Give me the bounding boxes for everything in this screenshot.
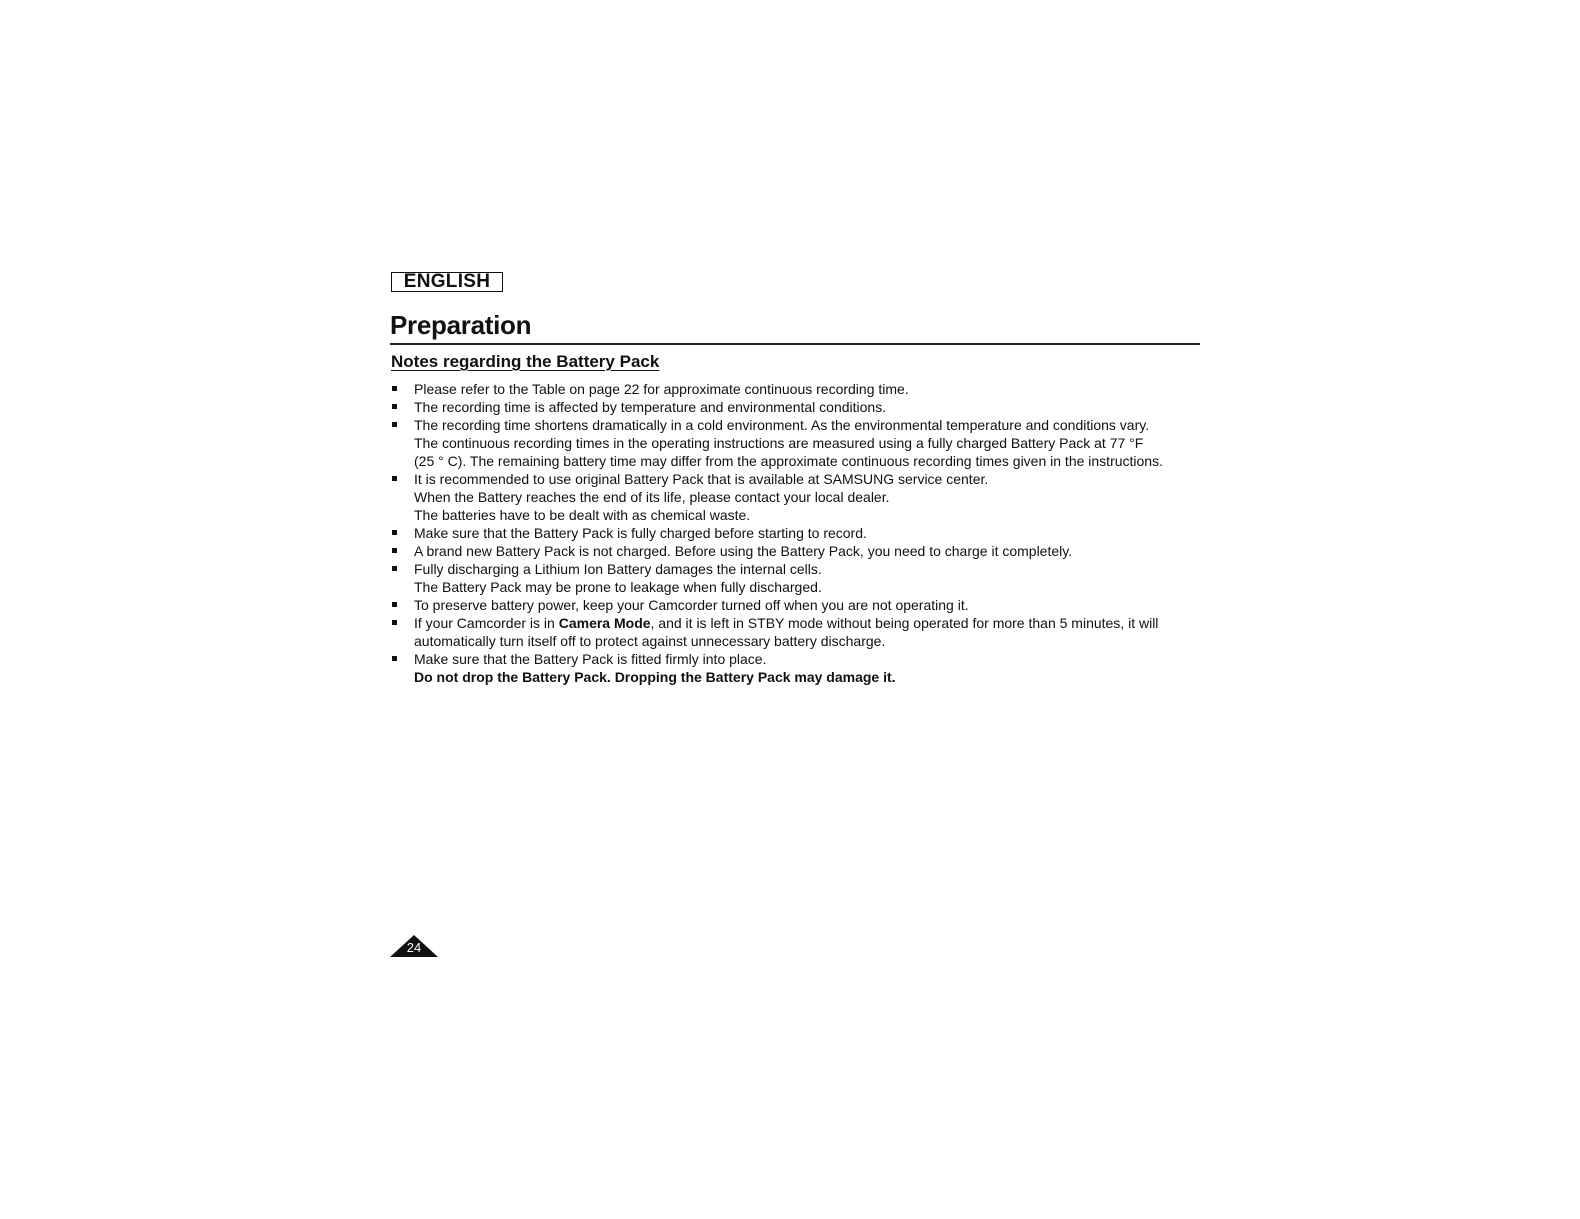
bullet-icon [392, 548, 397, 553]
note-text: Please refer to the Table on page 22 for approximate continuous recording time. [414, 381, 909, 397]
bullet-icon [392, 620, 397, 625]
section-title: Notes regarding the Battery Pack [391, 352, 660, 371]
note-text: Make sure that the Battery Pack is fully charged before starting to record. [414, 525, 867, 541]
note-text: Fully discharging a Lithium Ion Battery damages the internal cells. [414, 561, 822, 577]
page-number-badge [390, 935, 438, 957]
bullet-icon [392, 476, 397, 481]
bullet-icon [392, 656, 397, 661]
note-text: When the Battery reaches the end of its life, please contact your local dealer. [414, 489, 890, 505]
note-text-before: If your Camcorder is in [414, 615, 559, 631]
note-text: The recording time is affected by temperature and environmental conditions. [414, 399, 887, 415]
bullet-icon [392, 602, 397, 607]
bullet-icon [392, 422, 397, 427]
note-item [391, 380, 1211, 398]
bullet-icon [392, 404, 397, 409]
note-text: The Battery Pack may be prone to leakage when fully discharged. [414, 579, 822, 595]
note-item [391, 416, 1211, 470]
fitting-note [391, 650, 1211, 686]
note-item [391, 560, 1211, 596]
note-item [391, 596, 1211, 614]
note-item [391, 542, 1211, 560]
note-text: A brand new Battery Pack is not charged. Before using the Battery Pack, you need to charge it completely. [414, 543, 1073, 559]
bullet-icon [392, 386, 397, 391]
page-number: 24 [406, 940, 422, 955]
bullet-icon [392, 566, 397, 571]
note-text: The batteries have to be dealt with as chemical waste. [414, 507, 751, 523]
page-title: Preparation [390, 310, 532, 340]
camera-mode-term: Camera Mode [558, 615, 651, 631]
note-text: To preserve battery power, keep your Camcorder turned off when you are not operating it. [414, 597, 969, 613]
note-text: The continuous recording times in the operating instructions are measured using a fully charged Battery Pack at 77 °F [414, 435, 1144, 451]
note-text-after: , and it is left in STBY mode without being operated for more than 5 minutes, it will [650, 615, 1159, 631]
note-item [391, 470, 1211, 524]
note-text: automatically turn itself off to protect against unnecessary battery discharge. [414, 633, 886, 649]
title-divider [390, 343, 1200, 345]
note-text [414, 614, 1211, 632]
battery-notes-list [391, 380, 1211, 686]
note-text: Make sure that the Battery Pack is fitted firmly into place. [414, 651, 767, 667]
note-item [391, 398, 1211, 416]
note-item [391, 524, 1211, 542]
note-text: (25 ° C). The remaining battery time may differ from the approximate continuous recording times given in the instructions. [414, 453, 1163, 469]
bullet-icon [392, 530, 397, 535]
language-badge: ENGLISH [391, 272, 503, 292]
note-text: The recording time shortens dramatically in a cold environment. As the environmental temperature and conditions vary. [414, 417, 1150, 433]
note-text: It is recommended to use original Battery Pack that is available at SAMSUNG service center. [414, 471, 989, 487]
drop-warning: Do not drop the Battery Pack. Dropping the Battery Pack may damage it. [414, 669, 896, 685]
camera-mode-note [391, 614, 1211, 650]
